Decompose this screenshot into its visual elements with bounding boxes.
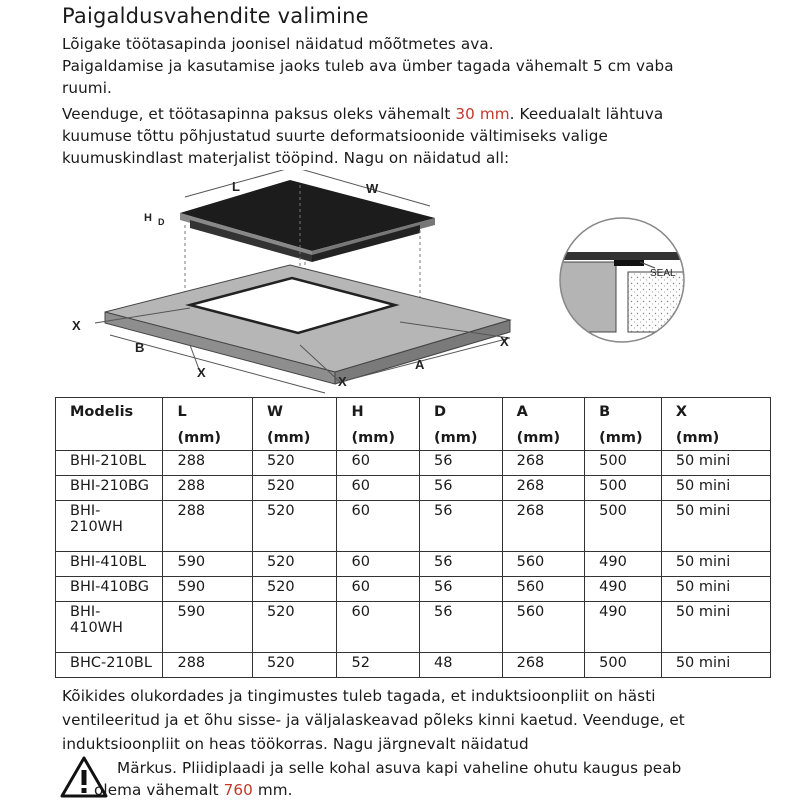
header-name: D <box>434 404 447 420</box>
cell-D: 56 <box>420 602 503 653</box>
cell-A: 560 <box>502 577 585 602</box>
cell-A: 268 <box>502 451 585 476</box>
cell-H: 60 <box>337 501 420 552</box>
cell-D: 56 <box>420 451 503 476</box>
header-unit: (mm) <box>599 430 643 446</box>
header-D <box>420 398 503 451</box>
cell-W: 520 <box>252 602 337 653</box>
header-name: Modelis <box>70 404 134 420</box>
cell-model: BHI-410BL <box>56 552 163 577</box>
table-row <box>56 451 771 476</box>
header-name: H <box>351 404 364 420</box>
model-line: BHI- <box>70 604 101 620</box>
header-unit: (mm) <box>351 430 395 446</box>
paragraph-line: kuumuskindlast materjalist tööpind. Nagu on näidatud all: <box>62 149 510 167</box>
header-unit: (mm) <box>675 430 720 446</box>
cell-H: 60 <box>337 476 420 501</box>
table-row <box>56 476 771 501</box>
cell-L: 288 <box>163 476 252 501</box>
cell-X: 50 mini <box>661 476 770 501</box>
model-line: BHI- <box>70 503 101 519</box>
text-span: olema vähemalt <box>94 781 224 799</box>
label-B: B <box>135 340 145 355</box>
cell-W: 520 <box>252 476 337 501</box>
cell-B: 500 <box>585 653 662 678</box>
thickness-value: 30 mm <box>455 105 510 123</box>
cell-W: 520 <box>252 577 337 602</box>
header-unit: (mm) <box>434 430 478 446</box>
hob-top <box>180 180 435 251</box>
cell-W: 520 <box>252 501 337 552</box>
cell-H: 60 <box>337 552 420 577</box>
header-H <box>337 398 420 451</box>
label-L: L <box>232 179 240 194</box>
dimensions-table <box>55 397 771 678</box>
header-B <box>585 398 662 451</box>
header-unit <box>70 428 162 450</box>
cell-D: 48 <box>420 653 503 678</box>
table-row <box>56 501 771 552</box>
paragraph-line: induktsioonpliit on heas töökorras. Nagu järgnevalt näidatud <box>62 735 529 753</box>
paragraph-line: ruumi. <box>62 79 112 97</box>
header-model <box>56 398 163 451</box>
header-unit: (mm) <box>266 430 311 446</box>
table-row <box>56 602 771 653</box>
cell-X: 50 mini <box>661 451 770 476</box>
header-name: W <box>266 404 283 420</box>
label-A: A <box>415 357 425 372</box>
header-L <box>163 398 252 451</box>
header-W <box>252 398 337 451</box>
cell-D: 56 <box>420 577 503 602</box>
cell-L: 288 <box>163 501 252 552</box>
note-line <box>94 780 293 801</box>
cell-X: 50 mini <box>661 577 770 602</box>
cell-D: 56 <box>420 501 503 552</box>
paragraph-line: Lõigake töötasapinda joonisel näidatud mõõtmetes ava. <box>62 35 494 53</box>
thickness-line <box>62 104 663 125</box>
note-line: Märkus. Pliidiplaadi ja selle kohal asuva kapi vaheline ohutu kaugus peab <box>117 759 682 777</box>
distance-value: 760 <box>223 781 253 799</box>
cell-model <box>56 501 163 552</box>
header-unit: (mm) <box>516 430 561 446</box>
header-A <box>502 398 585 451</box>
table-header-row <box>56 398 771 451</box>
cell-L: 288 <box>163 653 252 678</box>
cell-H: 52 <box>337 653 420 678</box>
paragraph-line: kuumuse tõttu põhjustatud suurte deformatsioonide vältimiseks valige <box>62 127 608 145</box>
cell-B: 490 <box>585 577 662 602</box>
cell-A: 268 <box>502 653 585 678</box>
text-span: mm. <box>252 781 293 799</box>
label-D: D <box>158 217 165 227</box>
cell-B: 490 <box>585 552 662 577</box>
label-X-bottom: X <box>197 365 206 380</box>
cell-D: 56 <box>420 476 503 501</box>
cell-model: BHI-410BG <box>56 577 163 602</box>
cell-A: 560 <box>502 602 585 653</box>
cell-H: 60 <box>337 451 420 476</box>
cell-B: 490 <box>585 602 662 653</box>
header-name: X <box>675 404 688 420</box>
text-span: . Keedualalt lähtuva <box>509 105 664 123</box>
cell-A: 268 <box>502 501 585 552</box>
cell-L: 288 <box>163 451 252 476</box>
cell-B: 500 <box>585 501 662 552</box>
table-row <box>56 653 771 678</box>
cell-B: 500 <box>585 451 662 476</box>
cell-model <box>56 602 163 653</box>
cell-model: BHI-210BL <box>56 451 163 476</box>
header-name: L <box>177 404 187 420</box>
cell-L: 590 <box>163 602 252 653</box>
cell-W: 520 <box>252 552 337 577</box>
cell-model: BHI-210BG <box>56 476 163 501</box>
cell-model: BHC-210BL <box>56 653 163 678</box>
cell-X: 50 mini <box>661 501 770 552</box>
text-span: Veenduge, et töötasapinna paksus oleks vähemalt <box>62 105 456 123</box>
cell-B: 500 <box>585 476 662 501</box>
cell-L: 590 <box>163 552 252 577</box>
header-name: A <box>516 404 528 420</box>
label-X-front: X <box>338 374 347 389</box>
cell-A: 268 <box>502 476 585 501</box>
table-row <box>56 552 771 577</box>
cell-X: 50 mini <box>661 602 770 653</box>
label-H: H <box>144 212 152 224</box>
cell-X: 50 mini <box>661 653 770 678</box>
cell-W: 520 <box>252 653 337 678</box>
header-unit: (mm) <box>177 430 221 446</box>
model-line: 410WH <box>70 620 123 636</box>
cell-H: 60 <box>337 577 420 602</box>
cell-H: 60 <box>337 602 420 653</box>
cell-W: 520 <box>252 451 337 476</box>
seal-label: SEAL <box>650 268 676 279</box>
page-title: Paigaldusvahendite valimine <box>62 4 369 28</box>
label-W: W <box>366 181 379 196</box>
paragraph-line: Paigaldamise ja kasutamise jaoks tuleb ava ümber tagada vähemalt 5 cm vaba <box>62 57 674 75</box>
header-name: B <box>599 404 611 420</box>
model-line: 210WH <box>70 519 123 535</box>
paragraph-line: ventileeritud ja et õhu sisse- ja väljalaskeavad põleks kinni kaetud. Veenduge, et <box>62 711 685 729</box>
cell-D: 56 <box>420 552 503 577</box>
paragraph-line: Kõikides olukordades ja tingimustes tuleb tagada, et induktsioonpliit on hästi <box>62 687 656 705</box>
label-X-right: X <box>500 334 509 349</box>
table-row <box>56 577 771 602</box>
cell-L: 590 <box>163 577 252 602</box>
installation-diagram <box>55 170 755 395</box>
header-X <box>661 398 770 451</box>
cell-X: 50 mini <box>661 552 770 577</box>
label-X-left: X <box>72 318 81 333</box>
cell-A: 560 <box>502 552 585 577</box>
